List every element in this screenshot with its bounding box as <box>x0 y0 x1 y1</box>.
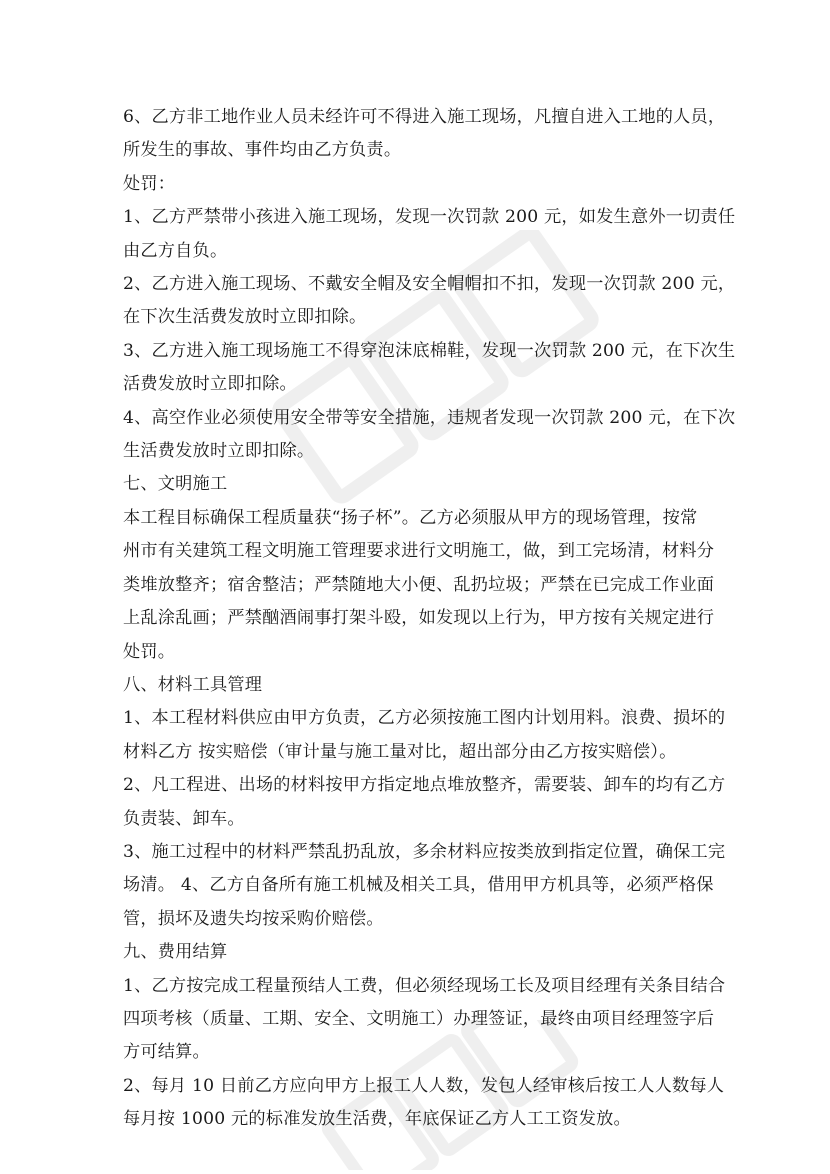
text-line: 四项考核（质量、工期、安全、文明施工）办理签证，最终由项目经理签字后 <box>123 1008 715 1029</box>
paragraph <box>123 970 726 1070</box>
text-line: 场清。 4、乙方自备所有施工机械及相关工具，借用甲方机具等，必须严格保 <box>123 875 714 896</box>
text-line: 3、乙方进入施工现场施工不得穿泡沫底棉鞋，发现一次罚款 200 元，在下次生 <box>123 340 736 361</box>
text-line: 活费发放时立即扣除。 <box>123 374 297 395</box>
text-line: 生活费发放时立即扣除。 <box>123 441 315 462</box>
text-line: 材料乙方 按实赔偿（审计量与施工量对比，超出部分由乙方按实赔偿）。 <box>123 741 677 762</box>
text-line: 1、乙方严禁带小孩进入施工现场，发现一次罚款 200 元，如发生意外一切责任 <box>123 207 736 228</box>
text-line: 1、乙方按完成工程量预结人工费，但必须经现场工长及项目经理有关条目结合 <box>123 975 726 996</box>
section-heading <box>123 936 708 969</box>
text-line: 每月按 1000 元的标准发放生活费，年底保证乙方人工工资发放。 <box>123 1109 631 1130</box>
text-line: 负责装、卸车。 <box>123 808 245 829</box>
text-line: 1、本工程材料供应由甲方负责，乙方必须按施工图内计划用料。浪费、损坏的 <box>123 708 726 729</box>
paragraph <box>123 502 715 669</box>
text-line: 本工程目标确保工程质量获“扬子杯”。乙方必须服从甲方的现场管理，按常 <box>123 507 698 528</box>
paragraph <box>123 402 736 469</box>
text-line: 3、施工过程中的材料严禁乱扔乱放，多余材料应按类放到指定位置，确保工完 <box>123 841 726 862</box>
text-line: 2、乙方进入施工现场、不戴安全帽及安全帽帽扣不扣，发现一次罚款 200 元， <box>123 274 736 295</box>
text-line: 所发生的事故、事件均由乙方负责。 <box>123 140 402 161</box>
text-line: 在下次生活费发放时立即扣除。 <box>123 307 367 328</box>
document-body <box>123 101 736 1137</box>
paragraph <box>123 335 736 402</box>
section-heading <box>123 669 708 702</box>
text-line: 4、高空作业必须使用安全带等安全措施，违规者发现一次罚款 200 元，在下次 <box>123 407 736 428</box>
text-line: 八、材料工具管理 <box>123 674 263 695</box>
text-line: 由乙方自负。 <box>123 240 228 261</box>
text-line: 上乱涂乱画；严禁酗酒闹事打架斗殴，如发现以上行为，甲方按有关规定进行 <box>123 608 715 629</box>
text-line: 方可结算。 <box>123 1042 210 1063</box>
text-line: 2、凡工程进、出场的材料按甲方指定地点堆放整齐，需要装、卸车的均有乙方 <box>123 775 726 796</box>
paragraph <box>123 101 726 168</box>
text-line: 处罚： <box>123 173 176 194</box>
text-line: 九、费用结算 <box>123 942 228 963</box>
text-line: 处罚。 <box>123 641 176 662</box>
text-line: 七、文明施工 <box>123 474 228 495</box>
section-heading <box>123 468 708 501</box>
paragraph <box>123 702 726 769</box>
paragraph <box>123 769 726 836</box>
text-line: 管，损坏及遗失均按采购价赔偿。 <box>123 908 384 929</box>
text-line: 类堆放整齐；宿舍整洁；严禁随地大小便、乱扔垃圾；严禁在已完成工作业面 <box>123 574 715 595</box>
paragraph <box>123 1070 725 1137</box>
paragraph <box>123 836 726 936</box>
paragraph <box>123 201 736 268</box>
text-line: 州市有关建筑工程文明施工管理要求进行文明施工，做，到工完场清，材料分 <box>123 541 715 562</box>
section-label <box>123 168 708 201</box>
paragraph <box>123 268 736 335</box>
text-line: 6、乙方非工地作业人员未经许可不得进入施工现场，凡擅自进入工地的人员， <box>123 107 726 127</box>
text-line: 2、每月 10 日前乙方应向甲方上报工人人数，发包人经审核后按工人人数每人 <box>123 1075 725 1096</box>
